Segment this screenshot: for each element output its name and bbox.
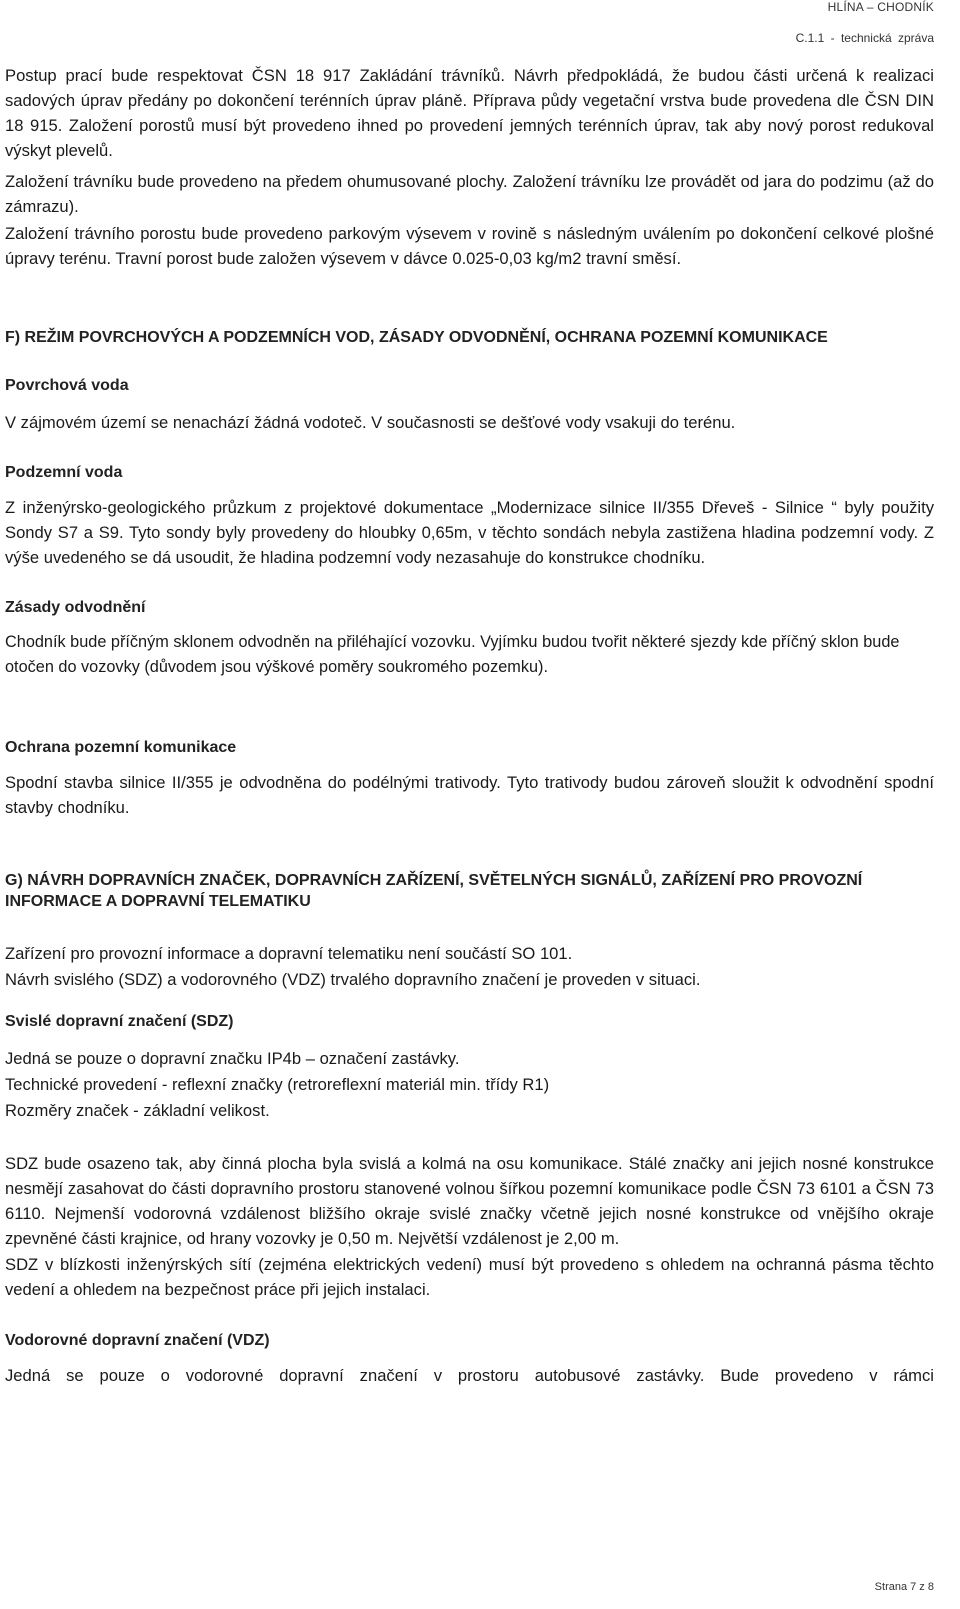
- sdz-paragraph-1: SDZ bude osazeno tak, aby činná plocha byla svislá a kolmá na osu komunikace. Stálé značky ani jejich nosné konstrukce nesmějí zasahovat do části dopravního prostoru stanovené volnou šířkou pozemní komunikace podle ČSN 73 6101 a ČSN 73 6110. Nejmenší vodorovná vzdálenost bližšího okraje svislé značky včetně jejich nosné konstrukce od vnějšího okraje zpevněné části krajnice, od hrany vozovky je 0,50 m. Největší vzdálenost je 2,00 m.: [5, 1154, 934, 1248]
- vdz-text: Jedná se pouze o vodorovné dopravní značení v prostoru autobusové zastávky. Bude provedeno v rámci: [5, 1366, 934, 1385]
- drainage-text: Chodník bude příčným sklonem odvodněn na přiléhající vozovku. Vyjímku budou tvořit některé sjezdy kde příčný sklon bude otočen do vozovky (důvodem jsou výškové poměry soukromého pozemku).: [5, 633, 900, 676]
- sdz-paragraph-2: SDZ v blízkosti inženýrských sítí (zejména elektrických vedení) musí být provedeno s ohledem na ochranná pásma těchto vedení a ohledem na bezpečnost práce při jejich instalaci.: [5, 1255, 934, 1299]
- document-title: HLÍNA – CHODNÍK: [827, 0, 934, 14]
- document-subtitle: C.1.1 - technická zpráva: [795, 31, 934, 45]
- sdz-line-1: Jedná se pouze o dopravní značku IP4b – označení zastávky.: [5, 1049, 460, 1068]
- protection-heading: Ochrana pozemní komunikace: [5, 739, 237, 756]
- intro-paragraph-2: Založení trávníku bude provedeno na předem ohumusované plochy. Založení trávníku lze provádět od jara do podzimu (až do zámrazu).: [5, 172, 934, 216]
- signage-design-line: Návrh svislého (SDZ) a vodorovného (VDZ) trvalého dopravního značení je proveden v situaci.: [5, 970, 701, 989]
- sdz-line-3: Rozměry značek - základní velikost.: [5, 1101, 270, 1120]
- page-number: Strana 7 z 8: [874, 1581, 934, 1593]
- surface-water-heading: Povrchová voda: [5, 377, 129, 394]
- drainage-heading: Zásady odvodnění: [5, 599, 146, 616]
- page-header: [796, 0, 934, 45]
- ground-water-text: Z inženýrsko-geologického průzkum z projektové dokumentace „Modernizace silnice II/355 Dřeveš - Silnice “ byly použity Sondy S7 a S9. Tyto sondy byly provedeny do hloubky 0,65m, v těchto sondách nebyla zastižena hladina podzemní vody. Z výše uvedeného se dá usoudit, že hladina podzemní vody nezasahuje do konstrukce chodníku.: [5, 498, 934, 567]
- telematics-line: Zařízení pro provozní informace a dopravní telematiku není součástí SO 101.: [5, 944, 573, 963]
- ground-water-heading: Podzemní voda: [5, 464, 123, 481]
- vdz-heading: Vodorovné dopravní značení (VDZ): [5, 1332, 270, 1349]
- section-g-title: G) NÁVRH DOPRAVNÍCH ZNAČEK, DOPRAVNÍCH ZAŘÍZENÍ, SVĚTELNÝCH SIGNÁLŮ, ZAŘÍZENÍ PRO PROVOZNÍ INFORMACE A DOPRAVNÍ TELEMATIKU: [5, 872, 863, 910]
- sdz-line-2: Technické provedení - reflexní značky (retroreflexní materiál min. třídy R1): [5, 1075, 550, 1094]
- intro-paragraph-3: Založení trávního porostu bude provedeno parkovým výsevem v rovině s následným uválením po dokončení celkové plošné úpravy terénu. Travní porost bude založen výsevem v dávce 0.025-0,03 kg/m2 travní směsí.: [5, 224, 934, 268]
- intro-paragraph-1: Postup prací bude respektovat ČSN 18 917 Zakládání trávníků. Návrh předpokládá, že budou části určená k realizaci sadových úprav předány po dokončení terénních úprav pláně. Příprava půdy vegetační vrstva bude provedena dle ČSN DIN 18 915. Založení porostů musí být provedeno ihned po provedení jemných terénních úprav, tak aby nový porost redukoval výskyt plevelů.: [5, 66, 934, 160]
- surface-water-text: V zájmovém území se nenachází žádná vodoteč. V současnosti se dešťové vody vsakuji do terénu.: [5, 413, 736, 432]
- section-f-title: F) REŽIM POVRCHOVÝCH A PODZEMNÍCH VOD, ZÁSADY ODVODNĚNÍ, OCHRANA POZEMNÍ KOMUNIKACE: [5, 329, 828, 346]
- protection-text: Spodní stavba silnice II/355 je odvodněna do podélnými trativody. Tyto trativody budou zároveň sloužit k odvodnění spodní stavby chodníku.: [5, 773, 934, 817]
- sdz-heading: Svislé dopravní značení (SDZ): [5, 1013, 234, 1030]
- page-content: [5, 63, 934, 1388]
